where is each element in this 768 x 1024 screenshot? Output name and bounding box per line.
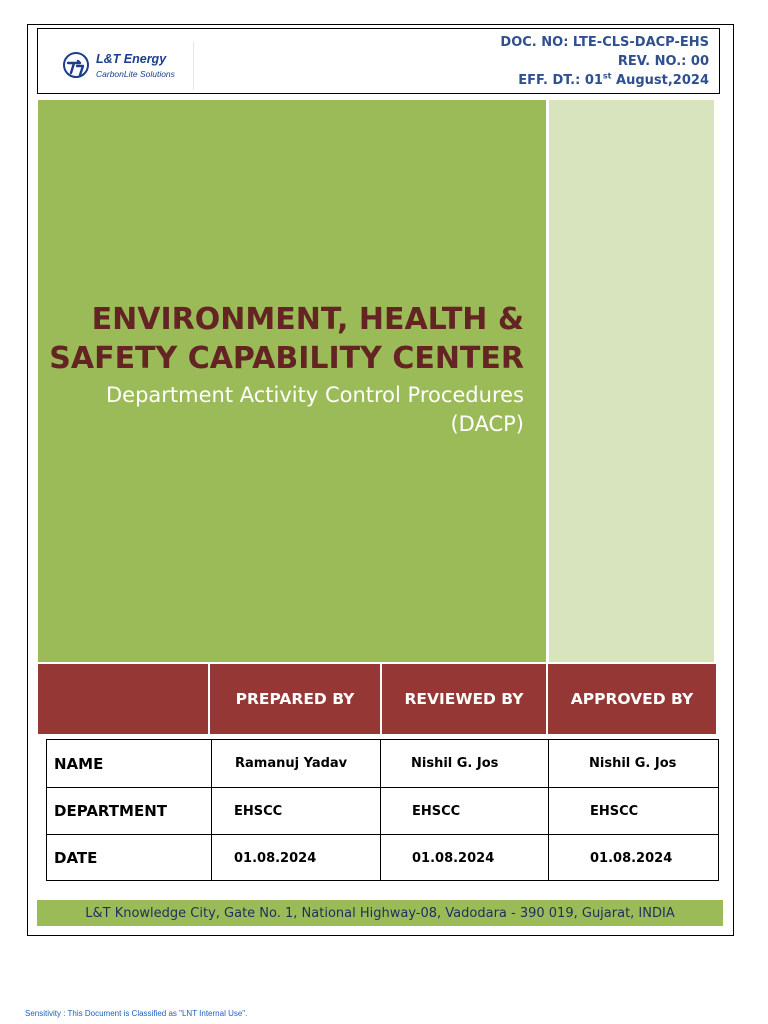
subtitle-line-1: Department Activity Control Procedures — [105, 383, 524, 407]
effective-date-ordinal: st — [602, 71, 612, 81]
approved-by-name: Nishil G. Jos — [548, 740, 718, 787]
title-line-1: ENVIRONMENT, HEALTH & — [91, 302, 524, 337]
table-row — [47, 834, 718, 881]
approved-by-header: APPROVED BY — [546, 664, 716, 734]
approval-table — [46, 739, 719, 881]
reviewed-by-department: EHSCC — [380, 788, 548, 834]
logo-company-name: L&T Energy — [96, 52, 167, 66]
logo-tagline: CarbonLite Solutions — [96, 69, 175, 79]
reviewed-by-name: Nishil G. Jos — [380, 740, 548, 787]
row-label-date: DATE — [54, 849, 98, 867]
lt-logo-icon — [62, 51, 90, 79]
prepared-by-header: PREPARED BY — [208, 664, 380, 734]
approved-by-department: EHSCC — [548, 788, 718, 834]
prepared-by-name: Ramanuj Yadav — [211, 740, 380, 787]
company-logo — [52, 42, 194, 90]
cover-side-panel — [549, 100, 714, 662]
approval-header-blank — [38, 664, 208, 734]
row-label-department: DEPARTMENT — [54, 802, 167, 820]
table-row — [47, 740, 718, 787]
prepared-by-date: 01.08.2024 — [211, 835, 380, 881]
doc-number: DOC. NO: LTE-CLS-DACP-EHS — [500, 35, 709, 50]
company-address: L&T Knowledge City, Gate No. 1, National Highway-08, Vadodara - 390 019, Gujarat, INDIA — [37, 900, 723, 926]
row-label-name: NAME — [54, 754, 104, 773]
prepared-by-department: EHSCC — [211, 788, 380, 834]
effective-date — [500, 71, 709, 90]
document-info — [500, 33, 709, 90]
reviewed-by-header: REVIEWED BY — [380, 664, 546, 734]
document-subtitle — [38, 381, 524, 439]
document-title — [38, 300, 524, 378]
subtitle-line-2: (DACP) — [450, 412, 524, 436]
effective-date-suffix: August,2024 — [611, 73, 709, 88]
sensitivity-label: Sensitivity : This Document is Classified as "LNT Internal Use". — [25, 1009, 248, 1018]
table-row — [47, 787, 718, 834]
approval-header-row — [38, 664, 716, 734]
revision-number: REV. NO.: 00 — [617, 54, 709, 69]
title-line-2: SAFETY CAPABILITY CENTER — [49, 341, 524, 376]
effective-date-prefix: EFF. DT.: 01 — [518, 73, 603, 88]
reviewed-by-date: 01.08.2024 — [380, 835, 548, 881]
approved-by-date: 01.08.2024 — [548, 835, 718, 881]
